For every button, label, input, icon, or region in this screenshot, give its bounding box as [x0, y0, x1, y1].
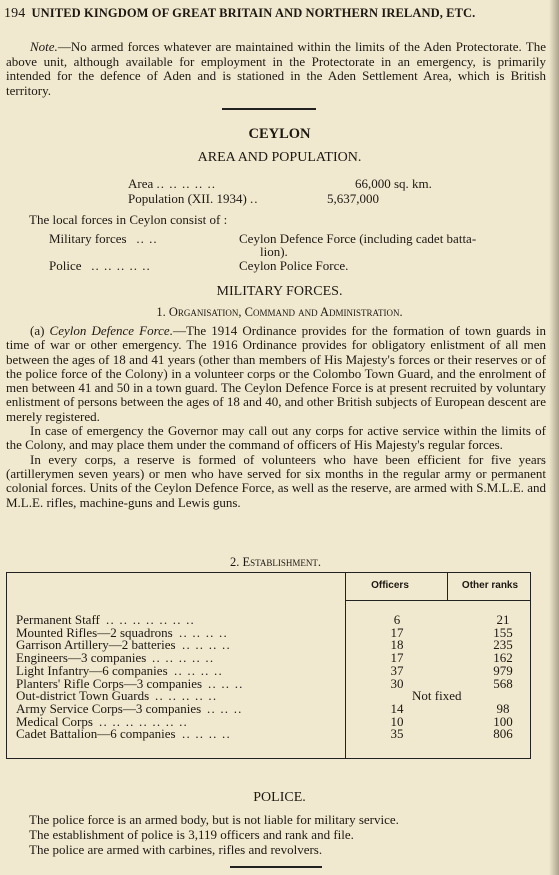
- leader-dots: .. .. .. .. ..: [152, 652, 215, 665]
- not-fixed-note: Not fixed: [412, 688, 462, 704]
- unit-name: Garrison Artillery—2 batteries: [16, 637, 176, 653]
- leader-dots: .. .. .. ..: [174, 664, 223, 678]
- leader-dots: .. .. .. .. .. .. ..: [106, 614, 195, 627]
- leader-dots: .. .. .. ..: [182, 639, 231, 652]
- police-line-3: The police are armed with carbines, rifles and revolvers.: [29, 842, 323, 857]
- officers-cell: 17: [390, 650, 404, 666]
- officers-cell: 10: [390, 713, 404, 729]
- police-line-2: The establishment of police is 3,119 officers and rank and file.: [29, 827, 354, 842]
- ceylon-title: CEYLON: [248, 126, 311, 142]
- col-officers-header: Officers: [371, 580, 409, 591]
- population-label: Population (XII. 1934) ..: [128, 191, 259, 206]
- police-force-value: Ceylon Police Force.: [239, 258, 349, 273]
- officers-cell: 14: [390, 700, 404, 716]
- officers-cell: 35: [390, 726, 404, 742]
- unit-name: Out-district Town Guards: [16, 688, 150, 704]
- other-ranks-cell: 806: [493, 726, 513, 742]
- leader-dots: .. .. .. ..: [179, 626, 228, 640]
- military-forces-value-cont: lion).: [260, 244, 288, 259]
- other-ranks-cell: 100: [493, 713, 513, 729]
- section-rule: [222, 108, 316, 110]
- leader-dots: .. .. ..: [207, 702, 243, 716]
- officers-cell: 6: [393, 612, 401, 627]
- unit-name: Army Service Corps—3 companies: [16, 700, 202, 716]
- other-ranks-cell: 235: [493, 637, 513, 653]
- running-header: [4, 6, 552, 22]
- section1-heading: 1. Organisation, Command and Administration.: [156, 305, 403, 319]
- military-text: (a) Ceylon Defence Force.—The 1914 Ordinance provides for the formation of town guards in time of war or other emergency. The 1916 Ordinance provides for obligatory enlistment of all men between the ages of 18 and 41 years (other than members of His Majesty's forces or their reserves or of the police force of the Colony) in a volunteer corps or the Colombo Town Guard, and the enrolment of men between 41 and 50 in a town guard. The Ceylon Defence Force is at present recruited by voluntary enlistment of persons between the ages of 18 and 40, and other British subjects of European descent are merely registered. In case of emergency the Governor may call out any corps for active service within the limits of the Colony, and may place them under the command of officers of His Majesty's regular forces. In every corps, a reserve is formed of volunteers who have been efficient for five years (artillerymen seven years) or men who have served for six months in the regular army or permanent colonial forces. Units of the Ceylon Defence Force, as well as the reserve, are armed with S.M.L.E. and M.L.E. rifles, machine-guns and Lewis guns.: [6, 323, 546, 510]
- other-ranks-cell: 568: [493, 675, 513, 691]
- leader-dots: .. .. ..: [208, 677, 244, 690]
- population-value: 5,637,000: [327, 191, 379, 206]
- unit-name: Permanent Staff: [16, 612, 100, 627]
- military-forces-label: Military forces .. ..: [49, 231, 158, 246]
- officers-cell: 18: [390, 637, 404, 653]
- local-forces-intro: The local forces in Ceylon consist of :: [29, 212, 228, 227]
- area-label: Area .. .. .. .. ..: [128, 176, 217, 191]
- other-ranks-cell: 979: [493, 662, 513, 678]
- unit-name: Planters' Rifle Corps—3 companies: [16, 675, 203, 691]
- unit-name: Cadet Battalion—6 companies: [16, 726, 176, 742]
- police-force-label: Police .. .. .. .. ..: [49, 258, 151, 273]
- page-edge-shadow: [549, 0, 559, 875]
- military-forces-value: Ceylon Defence Force (including cadet batta-: [239, 231, 477, 246]
- officers-cell: 17: [390, 624, 404, 640]
- area-heading: AREA AND POPULATION.: [197, 150, 362, 165]
- leader-dots: .. .. .. .. ..: [155, 690, 218, 703]
- unit-name: Light Infantry—6 companies: [16, 662, 168, 678]
- unit-name: Medical Corps: [16, 713, 93, 729]
- note-label: Note.: [30, 39, 58, 54]
- police-line-1: The police force is an armed body, but is not liable for military service.: [29, 812, 399, 827]
- leader-dots: .. .. .. .. .. .. ..: [99, 715, 188, 729]
- police-heading: POLICE.: [253, 790, 306, 805]
- other-ranks-cell: 155: [493, 624, 513, 640]
- col-other-ranks-header: Other ranks: [461, 580, 519, 591]
- other-ranks-cell: 21: [496, 612, 510, 627]
- table-row: [16, 728, 530, 741]
- table-row: [16, 700, 530, 716]
- bottom-rule: [230, 866, 322, 868]
- aden-note: [6, 40, 546, 98]
- unit-name: Mounted Rifles—2 squadrons: [16, 624, 173, 640]
- emergency-text: In case of emergency the Governor may call out any corps for active service within the limits of the Colony, and may place them under the command of officers of His Majesty's regular forces.: [6, 423, 546, 453]
- cdf-label: Ceylon Defence Force.: [49, 323, 173, 338]
- cdf-text: —The 1914 Ordinance provides for the formation of town guards in time of war or other emergency. The 1916 Ordinance provides for obligatory enlistment of all men between the ages of 18 and 41 years (other than members of His Majesty's forces or their reserves or of the police force of the Colony) in a volunteer corps or the Colombo Town Guard, and the enrolment of men between 41 and 50 in a town guard. The Ceylon Defence Force is at present recruited by voluntary enlistment of persons between the ages of 18 and 40, and other British subjects of European descent are merely registered.: [6, 323, 546, 424]
- unit-name: Engineers—3 companies: [16, 650, 147, 666]
- other-ranks-cell: 162: [493, 650, 513, 666]
- other-ranks-cell: 98: [496, 700, 510, 716]
- page-number: 194: [4, 6, 26, 21]
- military-heading: MILITARY FORCES.: [216, 284, 343, 299]
- running-title: UNITED KINGDOM OF GREAT BRITAIN AND NORTHERN IRELAND, ETC.: [31, 6, 476, 20]
- section2-heading: 2. Establishment.: [229, 555, 322, 569]
- officers-cell: 30: [390, 675, 404, 691]
- leader-dots: .. .. .. ..: [182, 728, 231, 741]
- officers-cell: 37: [390, 662, 404, 678]
- area-value: 66,000 sq. km.: [355, 176, 432, 191]
- reserve-text: In every corps, a reserve is formed of volunteers who have been efficient for five years (artillerymen seven years) or men who have served for six months in the regular army or permanent colonial forces. Units of the Ceylon Defence Force, as well as the reserve, are armed with S.M.L.E. and M.L.E. rifles, machine-guns and Lewis guns.: [6, 451, 546, 510]
- note-text: —No armed forces whatever are maintained within the limits of the Aden Protectorate. The above unit, although available for employment in the Protectorate in an emergency, is primarily intended for the defence of Aden and is stationed in the Aden Settlement Area, which is British territory.: [6, 39, 546, 98]
